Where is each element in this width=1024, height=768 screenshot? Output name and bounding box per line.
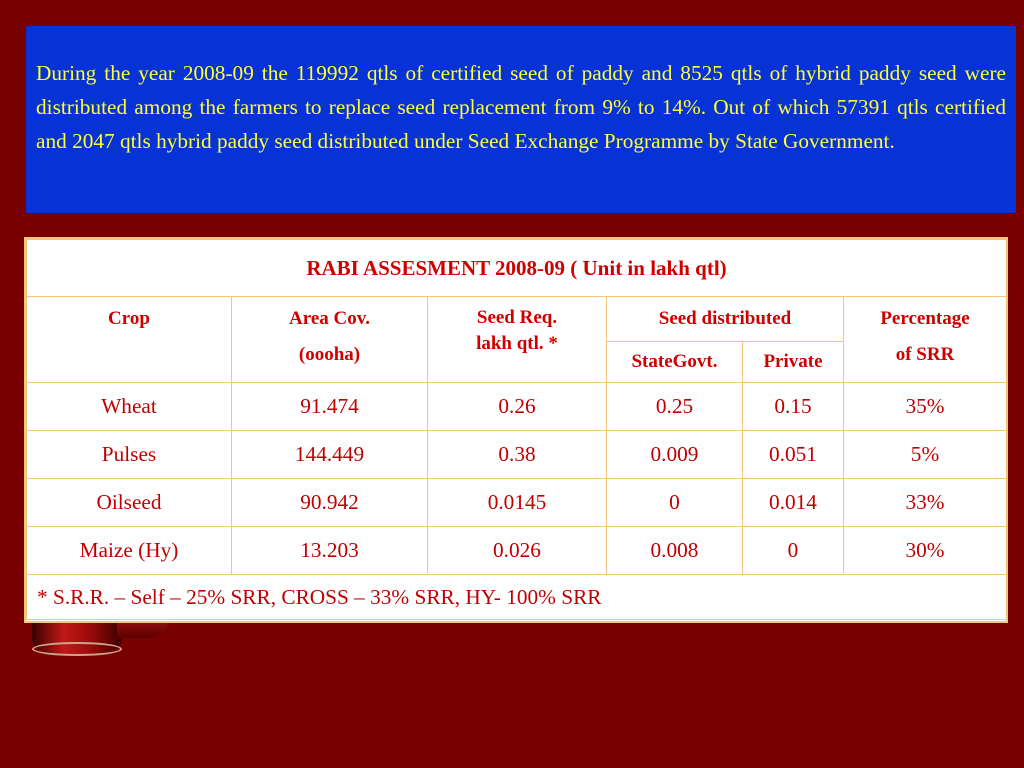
cell-srr: 35% bbox=[844, 383, 1007, 431]
cell-private: 0.014 bbox=[743, 479, 844, 527]
cell-crop: Pulses bbox=[27, 431, 232, 479]
cell-area: 13.203 bbox=[232, 527, 428, 575]
info-paragraph: During the year 2008-09 the 119992 qtls of certified seed of paddy and 8525 qtls of hybrid paddy seed were distributed among the farmers to replace seed replacement from 9% to 14%. Out of which 57391 qtls certified and 2047 qtls hybrid paddy seed distributed under Seed Exchange Programme by State Government. bbox=[36, 61, 1006, 153]
header-area-line1: Area Cov. bbox=[289, 308, 370, 329]
table-row bbox=[27, 383, 1007, 431]
cell-state-govt: 0.008 bbox=[607, 527, 743, 575]
rabi-assessment-table-container bbox=[24, 237, 1008, 623]
header-percentage-line2: of SRR bbox=[895, 344, 955, 365]
table-footnote: * S.R.R. – Self – 25% SRR, CROSS – 33% SRR, HY- 100% SRR bbox=[27, 575, 1007, 620]
info-box bbox=[26, 26, 1016, 213]
cell-seed-req: 0.0145 bbox=[428, 479, 607, 527]
header-percentage-srr bbox=[844, 297, 1007, 383]
cell-srr: 30% bbox=[844, 527, 1007, 575]
table-title: RABI ASSESMENT 2008-09 ( Unit in lakh qtl) bbox=[27, 240, 1007, 297]
cell-crop: Maize (Hy) bbox=[27, 527, 232, 575]
cell-area: 90.942 bbox=[232, 479, 428, 527]
header-seed-req bbox=[428, 297, 607, 383]
table-row bbox=[27, 479, 1007, 527]
cell-area: 144.449 bbox=[232, 431, 428, 479]
cell-srr: 5% bbox=[844, 431, 1007, 479]
header-seed-distributed: Seed distributed bbox=[607, 297, 844, 342]
header-crop: Crop bbox=[27, 297, 232, 383]
cell-state-govt: 0 bbox=[607, 479, 743, 527]
table-row bbox=[27, 431, 1007, 479]
header-area-line2: (oooha) bbox=[298, 344, 361, 365]
cell-crop: Oilseed bbox=[27, 479, 232, 527]
rabi-assessment-table bbox=[26, 239, 1007, 620]
header-area-cov bbox=[232, 297, 428, 383]
cell-private: 0 bbox=[743, 527, 844, 575]
cell-seed-req: 0.38 bbox=[428, 431, 607, 479]
cell-private: 0.15 bbox=[743, 383, 844, 431]
cell-area: 91.474 bbox=[232, 383, 428, 431]
cell-seed-req: 0.026 bbox=[428, 527, 607, 575]
header-private: Private bbox=[743, 342, 844, 383]
header-seed-req-line2: lakh qtl. * bbox=[476, 333, 558, 354]
cell-seed-req: 0.26 bbox=[428, 383, 607, 431]
cell-crop: Wheat bbox=[27, 383, 232, 431]
cell-srr: 33% bbox=[844, 479, 1007, 527]
cell-state-govt: 0.25 bbox=[607, 383, 743, 431]
cell-state-govt: 0.009 bbox=[607, 431, 743, 479]
header-percentage-line1: Percentage bbox=[880, 308, 970, 329]
header-seed-req-line1: Seed Req. bbox=[476, 307, 558, 328]
table-row bbox=[27, 527, 1007, 575]
header-state-govt: StateGovt. bbox=[607, 342, 743, 383]
cell-private: 0.051 bbox=[743, 431, 844, 479]
